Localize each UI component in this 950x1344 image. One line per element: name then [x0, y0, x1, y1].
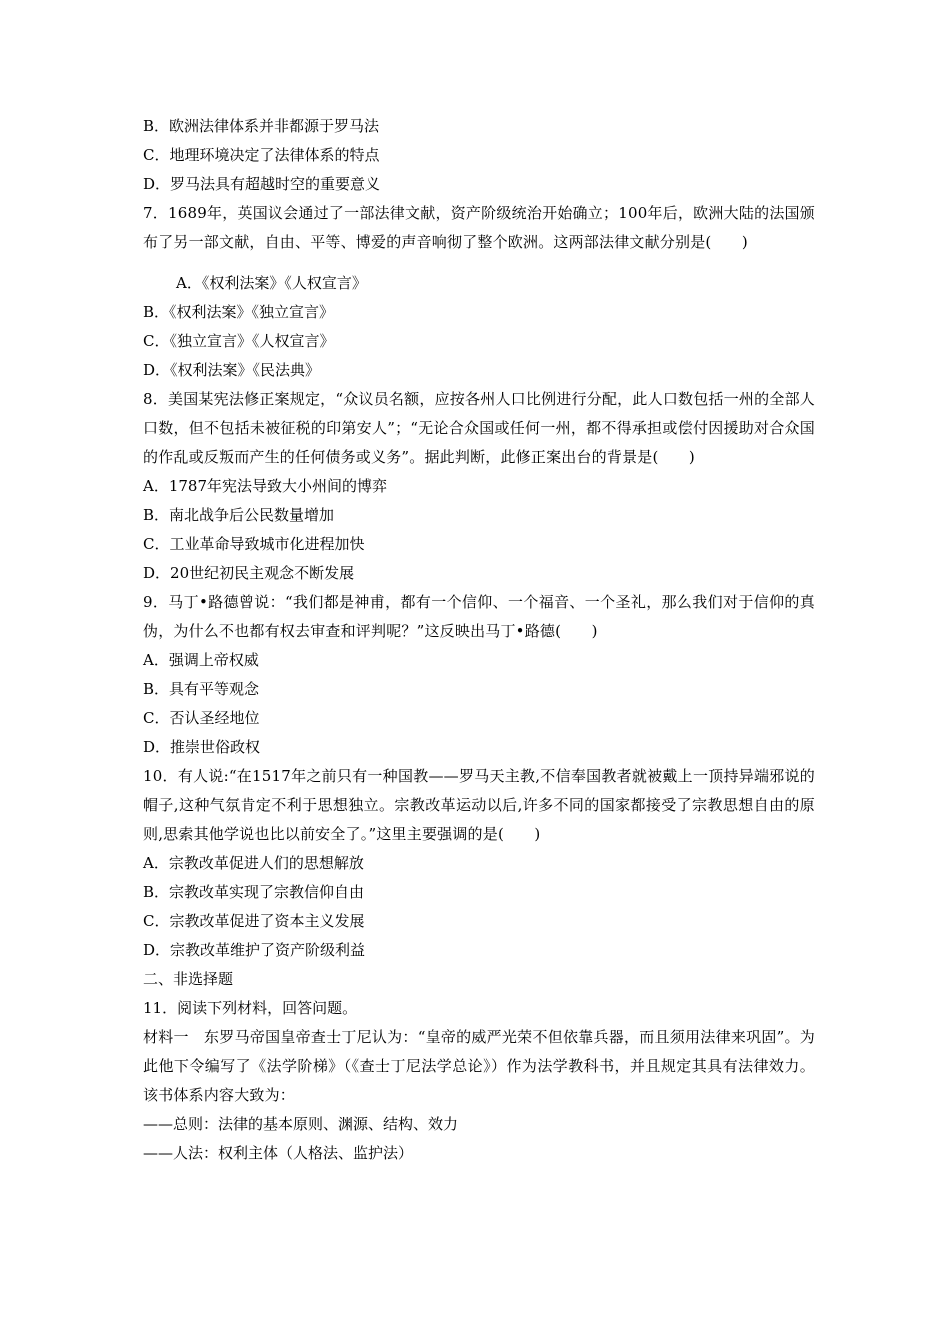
- q11-item-persons: ——人法：权利主体（人格法、监护法）: [143, 1144, 414, 1162]
- q7-option-b: B．《权利法案》《独立宣言》: [143, 303, 335, 321]
- q11-material-1: 材料一 东罗马帝国皇帝查士丁尼认为：“皇帝的威严光荣不但依靠兵器，而且须用法律来巩固”。为此他下令编写了《法学阶梯》（《查士丁尼法学总论》）作为法学教科书，并且规定其具有法律效力。该书体系内容大致为：: [143, 1028, 815, 1104]
- q10-option-d: D．宗教改革维护了资产阶级利益: [143, 941, 366, 959]
- q8-option-c: C．工业革命导致城市化进程加快: [143, 535, 365, 553]
- q9-option-d: D．推崇世俗政权: [143, 738, 261, 756]
- q7-stem: 7．1689年，英国议会通过了一部法律文献，资产阶级统治开始确立；100年后，欧洲大陆的法国颁布了另一部文献，自由、平等、博爱的声音响彻了整个欧洲。这两部法律文献分别是( ): [143, 204, 815, 251]
- q10-option-c: C．宗教改革促进了资本主义发展: [143, 912, 365, 930]
- q6-option-c: C．地理环境决定了法律体系的特点: [143, 146, 380, 164]
- q10-stem: 10．有人说:“在1517年之前只有一种国教——罗马天主教,不信奉国教者就被戴上一顶持异端邪说的帽子,这种气氛肯定不利于思想独立。宗教改革运动以后,许多不同的国家都接受了宗教思想自由的原则,思索其他学说也比以前安全了。”这里主要强调的是( ): [143, 767, 815, 843]
- q8-option-a: A．1787年宪法导致大小州间的博弈: [143, 477, 388, 495]
- q11-item-general: ——总则：法律的基本原则、渊源、结构、效力: [143, 1115, 459, 1133]
- q7-spacer: [143, 257, 815, 269]
- q11-stem: 11．阅读下列材料，回答问题。: [143, 999, 358, 1017]
- section-2-heading: 二、非选择题: [143, 970, 234, 988]
- q8-stem: 8．美国某宪法修正案规定，“众议员名额，应按各州人口比例进行分配，此人口数包括一州的全部人口数，但不包括未被征税的印第安人”；“无论合众国或任何一州，都不得承担或偿付因援助对合众国的作乱或反叛而产生的任何债务或义务”。据此判断，此修正案出台的背景是( ): [143, 390, 815, 466]
- q8-option-b: B．南北战争后公民数量增加: [143, 506, 335, 524]
- document-page: [143, 112, 815, 1168]
- q8-option-d: D．20世纪初民主观念不断发展: [143, 564, 355, 582]
- q7-option-c: C．《独立宣言》《人权宣言》: [143, 332, 335, 350]
- q10-option-b: B．宗教改革实现了宗教信仰自由: [143, 883, 365, 901]
- q9-option-b: B．具有平等观念: [143, 680, 260, 698]
- q7-option-a: A．《权利法案》《人权宣言》: [176, 274, 367, 292]
- q9-option-c: C．否认圣经地位: [143, 709, 260, 727]
- q10-option-a: A．宗教改革促进人们的思想解放: [143, 854, 364, 872]
- q9-stem: 9．马丁•路德曾说：“我们都是神甫，都有一个信仰、一个福音、一个圣礼，那么我们对于信仰的真伪，为什么不也都有权去审查和评判呢？”这反映出马丁•路德( ): [143, 593, 815, 640]
- q6-option-d: D．罗马法具有超越时空的重要意义: [143, 175, 381, 193]
- q9-option-a: A．强调上帝权威: [143, 651, 259, 669]
- q7-option-d: D．《权利法案》《民法典》: [143, 361, 321, 379]
- q6-option-b: B．欧洲法律体系并非都源于罗马法: [143, 117, 380, 135]
